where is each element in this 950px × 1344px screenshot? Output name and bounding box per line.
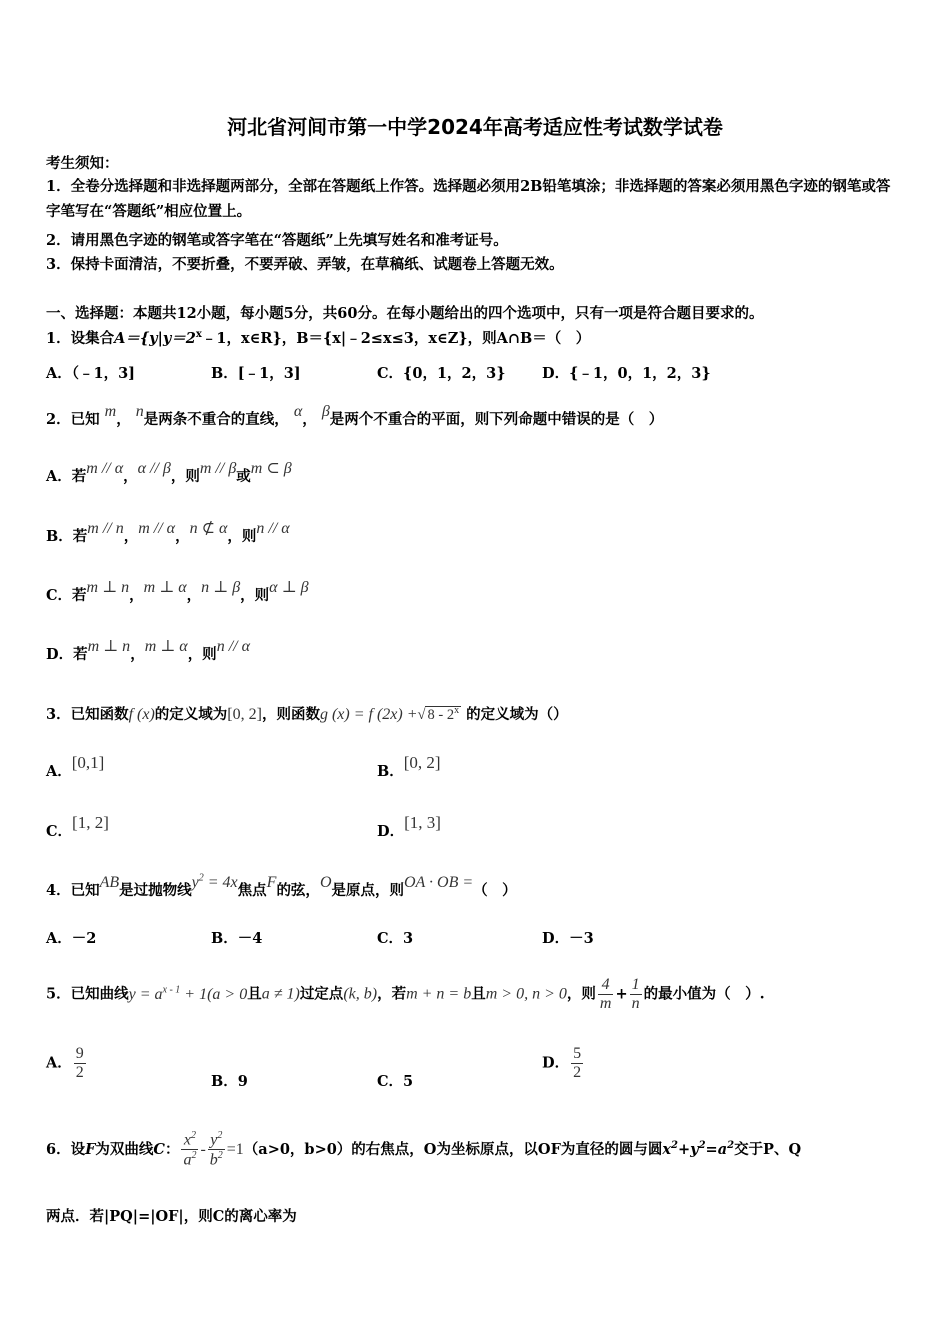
q6-stem-post: 交于P、Q <box>734 1140 802 1158</box>
q5-curve <box>129 986 248 1003</box>
q2a-label: A．若 <box>46 468 87 485</box>
q6-b-exp: 2 <box>217 1150 223 1162</box>
q3-option-d[interactable] <box>377 813 441 841</box>
q4-dot: OA · OB = <box>404 874 474 891</box>
q5-stem-mid3: ，则 <box>566 985 596 1003</box>
q3-sqrt: √ 8 - 2$^x$ <box>417 705 460 723</box>
q2a-s1: ， <box>123 468 138 485</box>
q3-option-a[interactable] <box>46 753 105 781</box>
q3-domain: [0, 2] <box>227 706 262 723</box>
q6-x: x <box>183 1131 191 1149</box>
q2-option-a[interactable] <box>46 460 292 486</box>
q6-circ-x-exp: 2 <box>671 1140 678 1151</box>
q2-option-b[interactable] <box>46 520 290 546</box>
q2b-label: B．若 <box>46 528 88 545</box>
q2c-c2: m ⊥ α <box>143 579 187 596</box>
q2c-c1: m ⊥ n <box>86 579 130 596</box>
question-2 <box>46 403 664 429</box>
q5d-num: 5 <box>573 1045 582 1062</box>
q1-set-rest: ﹣1，x∈R}，B＝{x|﹣2≤x≤3，x∈Z}，则A∩B＝（ ） <box>201 330 591 347</box>
q4-stem-post: （ ） <box>473 882 517 899</box>
q5-and2: 且 <box>471 985 486 1003</box>
notice-item-2: 2．请用黑色字迹的钢笔或答字笔在“答题纸”上先填写姓名和准考证号。 <box>46 232 508 249</box>
q5-and1: 且 <box>247 985 262 1003</box>
q3-g: g (x) = f (2x) + <box>319 706 418 723</box>
question-1 <box>46 327 590 348</box>
q4-stem-mid3: 的弦， <box>276 882 320 899</box>
q2-option-d[interactable] <box>46 638 250 664</box>
q6-circ-x: x <box>662 1140 672 1158</box>
q5-f1-den: m <box>599 995 612 1012</box>
q4-parab-y: y <box>191 874 199 891</box>
q6-circ-y: +y <box>678 1140 699 1158</box>
q4-option-a[interactable]: A．－2 <box>46 930 97 947</box>
q6-circ-y-exp: 2 <box>698 1140 706 1151</box>
q2-m: m <box>104 403 117 420</box>
q6-minus: - <box>200 1140 206 1158</box>
q6-line-2: 两点．若|PQ|=|OF|，则C的离心率为 <box>46 1208 297 1225</box>
q4-option-c[interactable]: C．3 <box>377 930 414 947</box>
q6-circle <box>662 1141 734 1158</box>
q2b-s3: ，则 <box>227 528 257 545</box>
q2-stem-pre: 2．已知 <box>46 411 100 428</box>
q1-option-d[interactable]: D．{﹣1，0，1，2，3} <box>542 365 711 382</box>
q3-f: f (x) <box>128 706 155 723</box>
q5-f1-num: 4 <box>601 976 610 993</box>
exam-title: 河北省河间市第一中学2024年高考适应性考试数学试卷 <box>227 115 723 139</box>
q2b-c4: n // α <box>256 520 290 537</box>
q3c-val: [1, 2] <box>72 813 109 832</box>
q2d-c1: m ⊥ n <box>87 638 131 655</box>
q5-option-d[interactable] <box>542 1045 585 1082</box>
q2b-s1: ， <box>123 528 139 545</box>
q2d-c2: m ⊥ α <box>144 638 188 655</box>
q2a-c2: α // β <box>137 460 171 477</box>
q3-stem-mid2: ，则函数 <box>261 706 320 723</box>
q5-stem-mid: 过定点 <box>299 985 344 1003</box>
q3b-label: B． <box>377 763 404 780</box>
q3b-val: [0, 2] <box>403 753 441 772</box>
q4-stem-mid2: 焦点 <box>237 882 267 899</box>
q2c-label: C．若 <box>46 587 87 604</box>
q2a-s3: 或 <box>236 468 251 485</box>
q2-sep2: ， <box>302 411 317 428</box>
q6-circ-a-exp: 2 <box>727 1140 735 1151</box>
q5-option-c[interactable]: C．5 <box>377 1073 414 1090</box>
q6-x-exp: 2 <box>190 1130 196 1141</box>
q6-colon: ： <box>164 1140 180 1158</box>
q5-f2-num: 1 <box>631 976 640 993</box>
q3d-val: [1, 3] <box>404 813 441 832</box>
q6-C: C <box>153 1140 165 1158</box>
q6-a-exp: 2 <box>191 1150 197 1162</box>
q2-n: n <box>135 403 144 420</box>
q5-curve-exp: x - 1 <box>162 984 181 996</box>
q2c-s3: ，则 <box>240 587 270 604</box>
q2-stem-post: 是两个不重合的平面，则下列命题中错误的是（ ） <box>329 411 664 428</box>
q6-circ-a: =a <box>705 1140 728 1158</box>
q4-stem-pre: 4．已知 <box>46 882 100 899</box>
q3-option-c[interactable] <box>46 813 109 841</box>
q5d-frac <box>571 1045 583 1082</box>
q2d-s1: ， <box>130 646 145 663</box>
question-5 <box>46 976 765 1013</box>
q5-frac-4-m <box>598 976 614 1013</box>
q6-eq1: =1 <box>226 1140 244 1158</box>
q6-stem-pre: 6．设 <box>46 1140 86 1158</box>
q5-cond2: m > 0, n > 0 <box>485 985 567 1003</box>
q2a-c4: m ⊂ β <box>250 460 292 477</box>
q5a-den: 2 <box>75 1064 84 1081</box>
q5d-den: 2 <box>573 1064 582 1081</box>
q5-stem-post: 的最小值为（ ）. <box>643 985 765 1003</box>
q4-option-b[interactable]: B．－4 <box>211 930 263 947</box>
q5a-frac <box>74 1045 86 1082</box>
q2d-label: D．若 <box>46 646 88 663</box>
q5a-label: A． <box>46 1054 72 1072</box>
q6-cond: （a>0，b>0）的右焦点，O为坐标原点，以OF为直径的圆与圆 <box>243 1140 663 1158</box>
q5-stem-mid2: ，若 <box>377 985 407 1003</box>
q5-frac-1-n <box>630 976 642 1013</box>
q6-b: b <box>209 1151 218 1169</box>
q4-parabola <box>192 874 238 891</box>
q5-option-a[interactable] <box>46 1045 88 1082</box>
q5-f2-den: n <box>631 995 640 1012</box>
q6-frac-y2-b2 <box>208 1130 225 1170</box>
question-3 <box>46 703 568 724</box>
q6-y: y <box>210 1131 218 1149</box>
q2d-s2: ，则 <box>187 646 217 663</box>
q1-set-a: A＝{y|y＝2 <box>114 330 196 347</box>
q2c-s1: ， <box>129 587 144 604</box>
q1-option-c[interactable]: C．{0，1，2，3} <box>377 365 506 382</box>
q2c-c3: n ⊥ β <box>201 579 241 596</box>
q5-eq: m + n = b <box>406 985 472 1003</box>
q5-stem-pre: 5．已知曲线 <box>46 985 129 1003</box>
q4-F: F <box>266 874 277 891</box>
notice-item-3: 3．保持卡面清洁，不要折叠，不要弄破、弄皱，在草稿纸、试题卷上答题无效。 <box>46 256 564 273</box>
q4-option-d[interactable]: D．－3 <box>542 930 594 947</box>
q2a-c3: m // β <box>199 460 237 477</box>
q2b-c1: m // n <box>87 520 124 537</box>
q4-stem-mid4: 是原点，则 <box>331 882 404 899</box>
notice-heading: 考生须知： <box>46 155 119 172</box>
q6-F: F <box>85 1140 96 1158</box>
notice-item-1: 1．全卷分选择题和非选择题两部分，全部在答题纸上作答。选择题必须用2B铅笔填涂；非选择题的答案必须用黑色字迹的钢笔或答字笔写在“答题纸”相应位置上。 <box>46 178 891 220</box>
q5-curve-rest: + 1(a > 0 <box>180 985 248 1003</box>
q5d-label: D． <box>542 1054 570 1072</box>
q5-curve-base: y = a <box>128 985 163 1003</box>
question-4 <box>46 872 517 900</box>
q3-rad: 8 - 2 <box>427 707 455 723</box>
q3d-label: D． <box>377 823 405 840</box>
q4-parab-rest: = 4x <box>203 874 238 891</box>
q5a-num: 9 <box>75 1045 84 1062</box>
q6-frac-x2-a2 <box>181 1130 198 1170</box>
q5-option-b[interactable]: B．9 <box>211 1073 248 1090</box>
q1-option-b[interactable]: B．[﹣1，3] <box>211 365 301 382</box>
q2-beta: β <box>321 403 330 420</box>
q3-stem-mid: 的定义域为 <box>154 706 228 723</box>
q2-option-c[interactable] <box>46 579 309 605</box>
q4-O: O <box>319 874 332 891</box>
q4-parab-exp: 2 <box>198 872 204 884</box>
q2a-c1: m // α <box>86 460 124 477</box>
q3a-val: [0,1] <box>71 753 105 772</box>
q2b-s2: ， <box>175 528 190 545</box>
q6-y-exp: 2 <box>217 1130 223 1141</box>
q5-point: (k, b) <box>343 985 378 1003</box>
q1-set-a-exp: x <box>195 329 202 341</box>
q3-stem-post: 的定义域为（） <box>466 706 568 723</box>
q1-option-a[interactable]: A．（﹣1，3] <box>46 365 136 382</box>
q6-a: a <box>183 1151 192 1169</box>
q2b-c3: n ⊄ α <box>189 520 228 537</box>
question-6 <box>46 1130 801 1170</box>
q3-option-b[interactable] <box>377 753 441 781</box>
q2c-s2: ， <box>186 587 202 604</box>
q3-rad-exp: x <box>454 705 460 717</box>
q4-stem-mid: 是过抛物线 <box>119 882 192 899</box>
q2-sep1: ， <box>116 411 131 428</box>
q2a-s2: ，则 <box>170 468 200 485</box>
q1-stem: 1．设集合 <box>46 330 115 347</box>
q6-stem-mid: 为双曲线 <box>95 1140 154 1158</box>
q2-alpha: α <box>293 403 303 420</box>
q3-stem-pre: 3．已知函数 <box>46 706 129 723</box>
q4-ab: AB <box>99 874 120 891</box>
q2-stem-mid: 是两条不重合的直线， <box>143 411 289 428</box>
section-heading: 一、选择题：本题共12小题，每小题5分，共60分。在每小题给出的四个选项中，只有一项是符合题目要求的。 <box>46 305 764 322</box>
q3c-label: C． <box>46 823 73 840</box>
q3a-label: A． <box>46 763 72 780</box>
q2d-c3: n // α <box>216 638 250 655</box>
q2c-c4: α ⊥ β <box>269 579 309 596</box>
q5-plus: + <box>615 985 628 1003</box>
q2b-c2: m // α <box>138 520 176 537</box>
q5-cond: a ≠ 1) <box>261 985 300 1003</box>
